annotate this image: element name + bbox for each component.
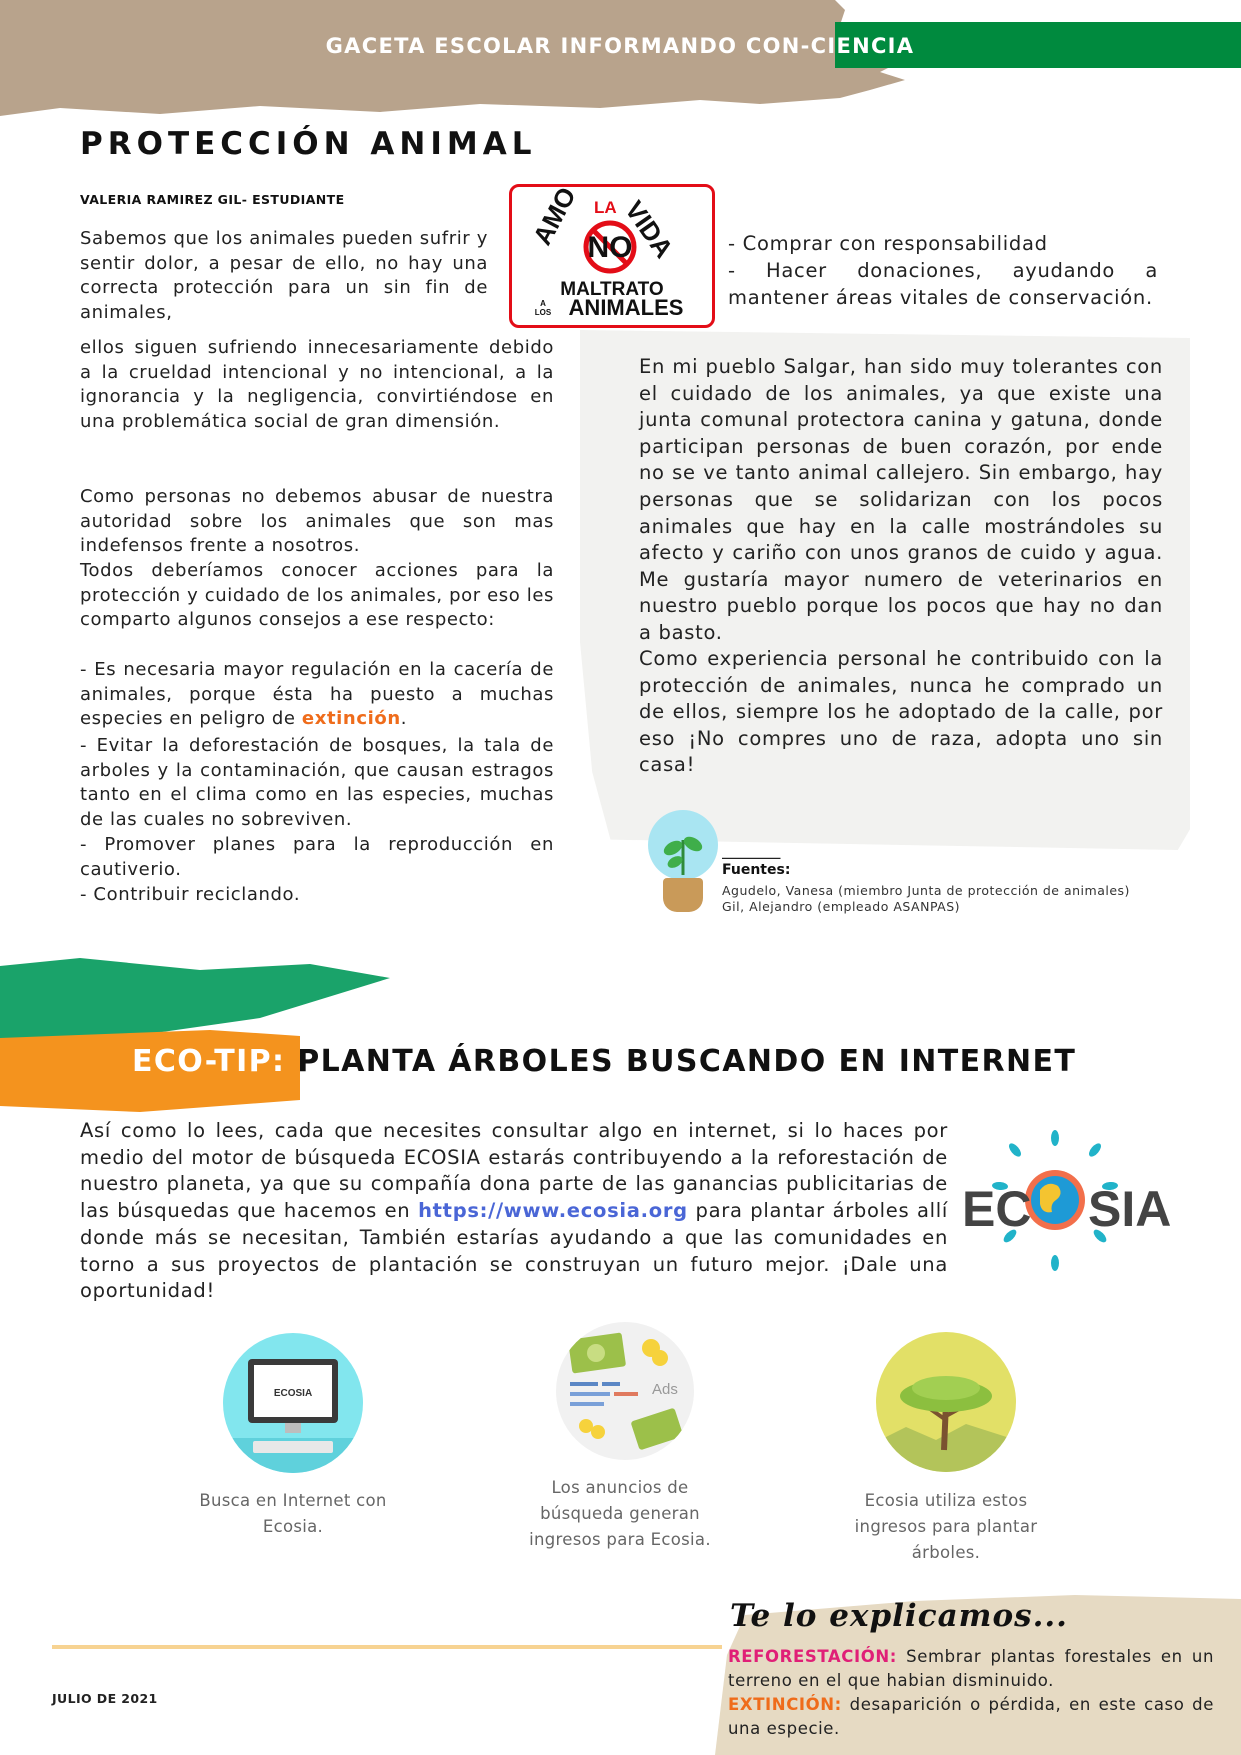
- logo-word-vida: VIDA: [619, 195, 680, 264]
- sources-divider: _________: [722, 845, 781, 860]
- glossary-item: [728, 1645, 1214, 1693]
- computer-search-icon: [223, 1333, 363, 1473]
- logo-word-la: LA: [594, 198, 617, 217]
- ecosia-link[interactable]: https://www.ecosia.org: [418, 1199, 688, 1223]
- lightbulb-base: [663, 878, 703, 912]
- paragraph-actions: Todos deberíamos conocer acciones para la protección y cuidado de los animales, por eso les comparto algunos consejos a ese respecto:: [80, 560, 554, 631]
- paragraph-personal-experience: Como experiencia personal he contribuido con la protección de animales, nunca he comprado un de ellos, siempre los he adoptado de la calle, por eso ¡No compres uno de raza, adopta uno sin casa!: [639, 647, 1163, 777]
- ads-revenue-icon: [556, 1322, 694, 1460]
- step-caption-trees: Ecosia utiliza estos ingresos para plantar árboles.: [854, 1491, 1038, 1562]
- ecosia-logo: [960, 1128, 1170, 1274]
- gazette-title: GACETA ESCOLAR INFORMANDO CON-CIENCIA: [325, 34, 915, 58]
- ecosia-logo-text-right: SIA: [1088, 1181, 1170, 1237]
- tip-hunting: - Es necesaria mayor regulación en la cacería de animales, porque ésta ha puesto a muchas especies en peligro de extinción.: [80, 659, 554, 730]
- glossary: [728, 1645, 1214, 1741]
- article-byline: VALERIA RAMIREZ GIL- ESTUDIANTE: [80, 192, 345, 207]
- tree-planting-icon: [876, 1332, 1016, 1472]
- logo-word-maltrato: MALTRATO: [560, 279, 664, 300]
- kraft-paper-decoration: [0, 0, 920, 120]
- glossary-term: REFORESTACIÓN:: [728, 1647, 897, 1666]
- glossary-item: [728, 1693, 1214, 1741]
- tree-icon: [876, 1332, 1016, 1472]
- ecosia-logo-graphic: [960, 1128, 1170, 1274]
- ads-label: Ads: [652, 1381, 678, 1398]
- no-animal-abuse-logo: [509, 184, 715, 328]
- extinction-highlight: extinción: [301, 708, 401, 730]
- ecotip-title: PLANTA ÁRBOLES BUSCANDO EN INTERNET: [285, 1044, 1077, 1079]
- tip-responsible-buying: - Comprar con responsabilidad: [728, 232, 1048, 255]
- glossary-definition: Sembrar plantas forestales en un terreno en el que habian disminuido.: [728, 1647, 1214, 1690]
- computer-icon: [223, 1333, 363, 1473]
- money-icon: [556, 1322, 694, 1460]
- paragraph-salgar: En mi pueblo Salgar, han sido muy tolerantes con el cuidado de los animales, ya que existe una junta comunal protectora canina y gatuna, donde participan personas de buen corazón, por ende no se ve tanto animal callejero. Sin embargo, hay personas que se solidarizan con los pocos animales que hay en la calle mostrándoles su afecto y cariño con unos granos de cuido y agua. Me gustaría mayor numero de veterinarios en nuestro pueblo porque los pocos que hay no dan a basto.: [639, 355, 1163, 644]
- step-caption-ads: Los anuncios de búsqueda generan ingresos para Ecosia.: [529, 1478, 711, 1549]
- lightbulb-plant-icon: [648, 810, 718, 880]
- no-animal-abuse-graphic: [512, 187, 712, 325]
- paragraph-intro: Sabemos que los animales pueden sufrir y sentir dolor, a pesar de ello, no hay una correcta protección para un sin fin de animales,: [80, 228, 488, 323]
- footer-rule: [52, 1645, 722, 1649]
- article-title: PROTECCIÓN ANIMAL: [80, 126, 537, 162]
- sources-title: Fuentes:: [722, 862, 791, 878]
- logo-word-no: NO: [587, 231, 633, 264]
- glossary-term: EXTINCIÓN:: [728, 1695, 842, 1714]
- ecosia-logo-text-left: EC: [962, 1181, 1032, 1237]
- step-caption-search: Busca en Internet con Ecosia.: [199, 1491, 387, 1536]
- plant-icon: [648, 810, 718, 880]
- tip-deforestation: - Evitar la deforestación de bosques, la tala de arboles y la contaminación, que causan estragos tanto en el clima como en las especies, muchas de las cuales no sobreviven.: [80, 735, 554, 830]
- ecotip-paragraph: Así como lo lees, cada que necesites consultar algo en internet, si lo haces por medio del motor de búsqueda ECOSIA estarás contribuyendo a la reforestación de nuestro planeta, ya que su compañía dona parte de las ganancias publicitarias de las búsquedas que hacemos en https://www.ecosia.org para plantar árboles allí donde más se necesitan, También estarías ayudando a que las comunidades en torno a sus proyectos de plantación se construyan un futuro mejor. ¡Dale una oportunidad!: [80, 1119, 949, 1303]
- paragraph-authority: Como personas no debemos abusar de nuestra autoridad sobre los animales que son mas indefensos frente a nosotros.: [80, 486, 554, 557]
- screen-ecosia-text: ECOSIA: [273, 1388, 313, 1399]
- source-item: Gil, Alejandro (empleado ASANPAS): [722, 899, 961, 914]
- glossary-definition: desaparición o pérdida, en este caso de una especie.: [728, 1695, 1214, 1738]
- source-item: Agudelo, Vanesa (miembro Junta de protección de animales): [722, 883, 1130, 898]
- logo-word-los: LOS: [534, 308, 552, 317]
- issue-date: JULIO DE 2021: [52, 1691, 158, 1706]
- logo-word-a: A: [540, 299, 546, 308]
- logo-word-amo: AMO: [526, 187, 582, 250]
- ecotip-heading: [132, 1044, 1076, 1079]
- ecotip-label: ECO-TIP:: [132, 1044, 286, 1079]
- logo-word-animales: ANIMALES: [568, 295, 684, 320]
- tip-recycling: - Contribuir reciclando.: [80, 884, 301, 905]
- paragraph-cruelty: ellos siguen sufriendo innecesariamente debido a la crueldad intencional y no intencional, a la ignorancia y la negligencia, convirtiéndose en una problemática social de gran dimensión.: [80, 337, 554, 432]
- tip-donations: - Hacer donaciones, ayudando a mantener áreas vitales de conservación.: [728, 259, 1158, 309]
- glossary-heading: Te lo explicamos...: [730, 1598, 1068, 1634]
- tip-captivity: - Promover planes para la reproducción en cautiverio.: [80, 834, 554, 880]
